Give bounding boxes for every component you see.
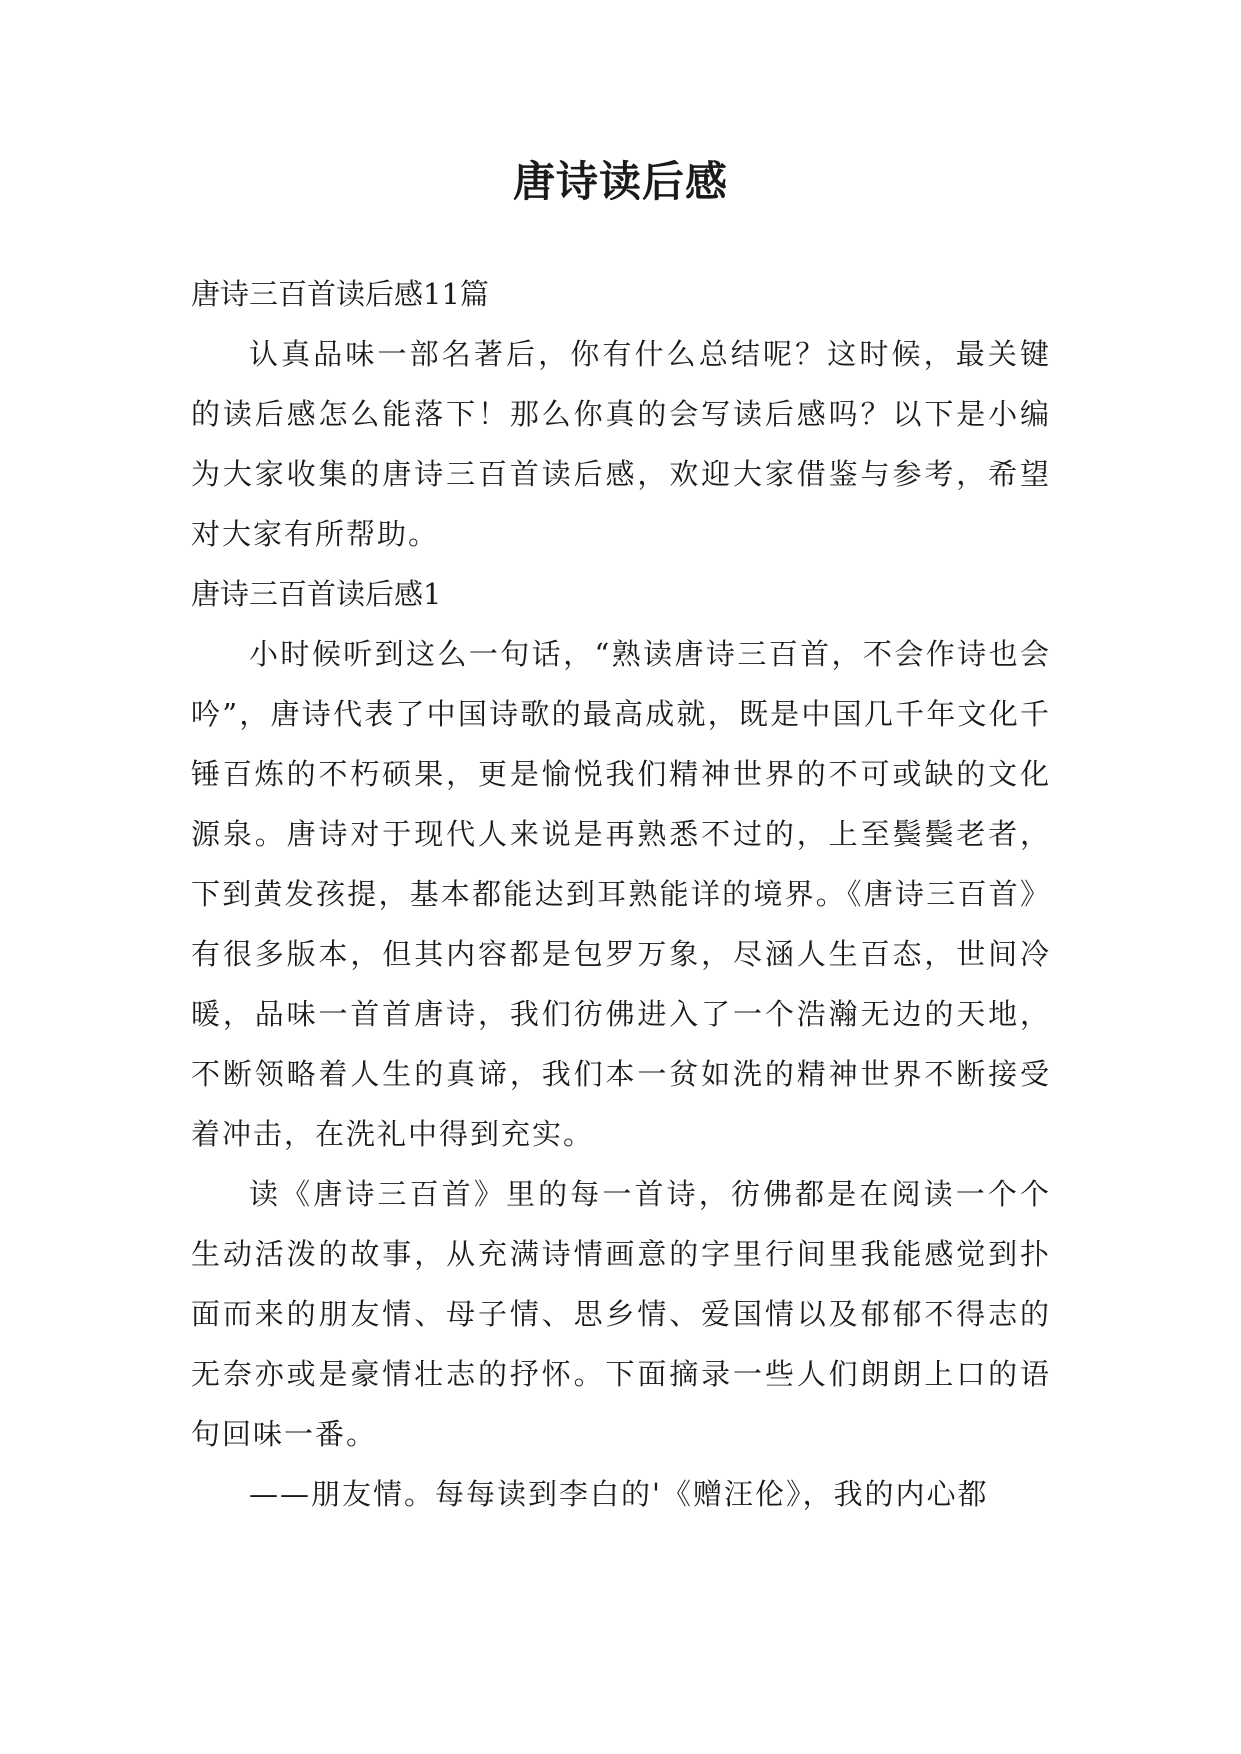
- intro-paragraph: 认真品味一部名著后，你有什么总结呢？这时候，最关键的读后感怎么能落下！那么你真的会写读后感吗？以下是小编为大家收集的唐诗三百首读后感，欢迎大家借鉴与参考，希望对大家有所帮助。: [191, 337, 1051, 551]
- intro-heading: 唐诗三百首读后感11篇: [191, 277, 489, 311]
- section-1-paragraph-1: 小时候听到这么一句话，“熟读唐诗三百首，不会作诗也会吟”，唐诗代表了中国诗歌的最高成就，既是中国几千年文化千锤百炼的不朽硕果，更是愉悦我们精神世界的不可或缺的文化源泉。唐诗对于现代人来说是再熟悉不过的，上至鬓鬓老者，下到黄发孩提，基本都能达到耳熟能详的境界。《唐诗三百首》有很多版本，但其内容都是包罗万象，尽涵人生百态，世间冷暖，品味一首首唐诗，我们彷佛进入了一个浩瀚无边的天地，不断领略着人生的真谛，我们本一贫如洗的精神世界不断接受着冲击，在洗礼中得到充实。: [191, 637, 1051, 1151]
- section-1-paragraph-3: ——朋友情。每每读到李白的'《赠汪伦》，我的内心都: [249, 1477, 989, 1511]
- section-1-paragraph-2: 读《唐诗三百首》里的每一首诗，彷佛都是在阅读一个个生动活泼的故事，从充满诗情画意的字里行间里我能感觉到扑面而来的朋友情、母子情、思乡情、爱国情以及郁郁不得志的无奈亦或是豪情壮志的抒怀。下面摘录一些人们朗朗上口的语句回味一番。: [191, 1177, 1051, 1451]
- intro-block: [191, 264, 1051, 564]
- section-1-heading: 唐诗三百首读后感1: [191, 577, 442, 611]
- page-title: 唐诗读后感: [512, 157, 728, 206]
- section-1-block: [191, 564, 1051, 1524]
